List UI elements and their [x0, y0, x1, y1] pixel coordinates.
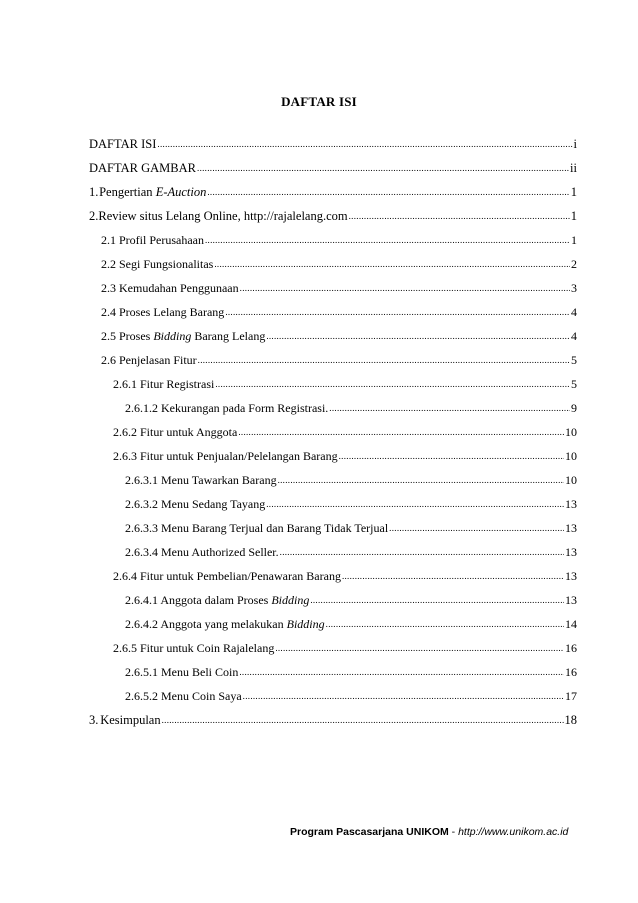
- toc-dot-leader: [207, 179, 569, 204]
- toc-entry-label-part: 2.6.4.2 Anggota yang melakukan: [125, 617, 287, 631]
- toc-entry-label: [99, 180, 206, 204]
- toc-entry-page-number: 13: [565, 521, 577, 535]
- toc-entry-label: 2.6.3.4 Menu Authorized Seller.: [125, 545, 279, 559]
- toc-entry-label: DAFTAR ISI: [89, 137, 157, 151]
- toc-entry-label-part: Bidding: [153, 329, 192, 343]
- toc-entry-page-number: 10: [565, 473, 577, 487]
- toc-entry-page-number: 4: [571, 305, 577, 319]
- page-footer: [290, 826, 568, 838]
- toc-entry-page-number: 10: [565, 425, 577, 439]
- toc-entry-label: 2.6.5.1 Menu Beli Coin: [125, 665, 239, 679]
- footer-url: http://www.unikom.ac.id: [458, 826, 569, 838]
- toc-entry-label: [125, 588, 309, 612]
- toc-entry-page-number: 1: [571, 233, 577, 247]
- toc-entry-page-number: 16: [565, 641, 577, 655]
- toc-entry[interactable]: [89, 132, 577, 156]
- toc-dot-leader: [278, 467, 564, 492]
- toc-entry[interactable]: [89, 396, 577, 420]
- toc-entry-page-number: ii: [570, 161, 577, 175]
- toc-dot-leader: [266, 323, 570, 348]
- toc-dot-leader: [266, 491, 564, 516]
- toc-entry-page-number: 16: [565, 665, 577, 679]
- toc-entry-label: 2.3 Kemudahan Penggunaan: [101, 281, 239, 295]
- toc-entry[interactable]: [89, 276, 577, 300]
- toc-entry[interactable]: [89, 372, 577, 396]
- toc-entry-label: 2.6.4 Fitur untuk Pembelian/Penawaran Barang: [113, 569, 341, 583]
- toc-entry-label: Review situs Lelang Online, http://rajalelang.com: [98, 209, 348, 223]
- toc-entry[interactable]: [89, 564, 577, 588]
- toc-entry[interactable]: [89, 420, 577, 444]
- toc-dot-leader: [240, 275, 570, 300]
- table-of-contents: [89, 132, 577, 732]
- toc-entry-label: 2.1 Profil Perusahaan: [101, 233, 204, 247]
- toc-entry-page-number: 3: [571, 281, 577, 295]
- toc-dot-leader: [275, 635, 564, 660]
- toc-entry-page-number: 14: [565, 617, 577, 631]
- toc-entry-number: 2.: [89, 209, 99, 223]
- toc-dot-leader: [238, 419, 564, 444]
- toc-dot-leader: [329, 395, 570, 420]
- toc-entry-page-number: 18: [564, 713, 577, 727]
- toc-entry-label: 2.6.1 Fitur Registrasi: [113, 377, 215, 391]
- toc-dot-leader: [342, 563, 564, 588]
- toc-entry-label-part: 2.5 Proses: [101, 329, 154, 343]
- toc-entry[interactable]: [89, 708, 577, 732]
- toc-entry-label: 2.6.5.2 Menu Coin Saya: [125, 689, 242, 703]
- toc-entry[interactable]: [89, 324, 577, 348]
- toc-entry-page-number: 13: [565, 569, 577, 583]
- toc-entry-label: 2.6.5 Fitur untuk Coin Rajalelang: [113, 641, 275, 655]
- toc-entry-label: [125, 612, 325, 636]
- toc-dot-leader: [225, 299, 570, 324]
- toc-entry-number: 3.: [89, 713, 99, 727]
- toc-entry[interactable]: [89, 492, 577, 516]
- toc-entry-label: 2.4 Proses Lelang Barang: [101, 305, 225, 319]
- toc-entry[interactable]: [89, 468, 577, 492]
- toc-entry-label: 2.2 Segi Fungsionalitas: [101, 257, 214, 271]
- toc-dot-leader: [157, 131, 572, 156]
- footer-organization: Program Pascasarjana UNIKOM: [290, 826, 449, 838]
- toc-entry-label: 2.6.3.3 Menu Barang Terjual dan Barang Tidak Terjual: [125, 521, 389, 535]
- toc-entry[interactable]: [89, 588, 577, 612]
- toc-entry-page-number: 2: [571, 257, 577, 271]
- toc-entry-label-part: Bidding: [271, 593, 310, 607]
- toc-entry-page-number: 13: [565, 545, 577, 559]
- toc-dot-leader: [326, 611, 564, 636]
- toc-entry-page-number: 5: [571, 353, 577, 367]
- toc-dot-leader: [205, 227, 570, 252]
- toc-entry-label: 2.6 Penjelasan Fitur: [101, 353, 197, 367]
- toc-entry-page-number: 13: [565, 497, 577, 511]
- toc-dot-leader: [310, 587, 564, 612]
- page-title: DAFTAR ISI: [281, 94, 357, 109]
- toc-entry[interactable]: [89, 540, 577, 564]
- toc-entry-label: [101, 324, 265, 348]
- toc-entry[interactable]: [89, 204, 577, 228]
- toc-entry[interactable]: [89, 612, 577, 636]
- toc-entry-label-part: Pengertian: [99, 185, 156, 199]
- toc-entry-page-number: 1: [570, 185, 577, 199]
- toc-dot-leader: [197, 155, 569, 180]
- toc-dot-leader: [243, 683, 564, 708]
- toc-entry-page-number: 10: [565, 449, 577, 463]
- toc-entry-label-part: Bidding: [286, 617, 325, 631]
- toc-entry-label: DAFTAR GAMBAR: [89, 161, 197, 175]
- toc-entry-label: 2.6.3.1 Menu Tawarkan Barang: [125, 473, 277, 487]
- toc-entry-label: 2.6.1.2 Kekurangan pada Form Registrasi.: [125, 401, 329, 415]
- toc-entry[interactable]: [89, 636, 577, 660]
- toc-dot-leader: [349, 203, 570, 228]
- toc-entry[interactable]: [89, 252, 577, 276]
- toc-entry[interactable]: [89, 660, 577, 684]
- toc-entry-label: 2.6.2 Fitur untuk Anggota: [113, 425, 238, 439]
- toc-dot-leader: [214, 251, 570, 276]
- toc-entry-label: 2.6.3.2 Menu Sedang Tayang: [125, 497, 266, 511]
- toc-entry-page-number: 13: [565, 593, 577, 607]
- toc-entry-page-number: 4: [571, 329, 577, 343]
- toc-entry[interactable]: [89, 156, 577, 180]
- toc-entry-label-part: 2.6.4.1 Anggota dalam Proses: [125, 593, 272, 607]
- toc-entry-label-part: E-Auction: [155, 185, 207, 199]
- toc-entry[interactable]: [89, 300, 577, 324]
- toc-entry[interactable]: [89, 444, 577, 468]
- toc-entry-label: 2.6.3 Fitur untuk Penjualan/Pelelangan Barang: [113, 449, 338, 463]
- toc-entry[interactable]: [89, 180, 577, 204]
- toc-entry[interactable]: [89, 348, 577, 372]
- toc-entry-page-number: 17: [565, 689, 577, 703]
- toc-entry-page-number: 5: [571, 377, 577, 391]
- toc-entry-label-part: Barang Lelang: [191, 329, 266, 343]
- toc-dot-leader: [339, 443, 564, 468]
- toc-entry[interactable]: [89, 516, 577, 540]
- toc-dot-leader: [162, 707, 564, 732]
- toc-dot-leader: [198, 347, 570, 372]
- toc-entry[interactable]: [89, 228, 577, 252]
- toc-entry[interactable]: [89, 684, 577, 708]
- toc-entry-label: Kesimpulan: [100, 713, 161, 727]
- toc-dot-leader: [389, 515, 564, 540]
- toc-dot-leader: [280, 539, 564, 564]
- toc-entry-page-number: i: [573, 137, 577, 151]
- toc-entry-page-number: 1: [570, 209, 577, 223]
- toc-entry-page-number: 9: [571, 401, 577, 415]
- footer-separator: -: [448, 826, 459, 838]
- toc-dot-leader: [239, 659, 564, 684]
- toc-dot-leader: [215, 371, 570, 396]
- toc-entry-number: 1.: [89, 185, 99, 199]
